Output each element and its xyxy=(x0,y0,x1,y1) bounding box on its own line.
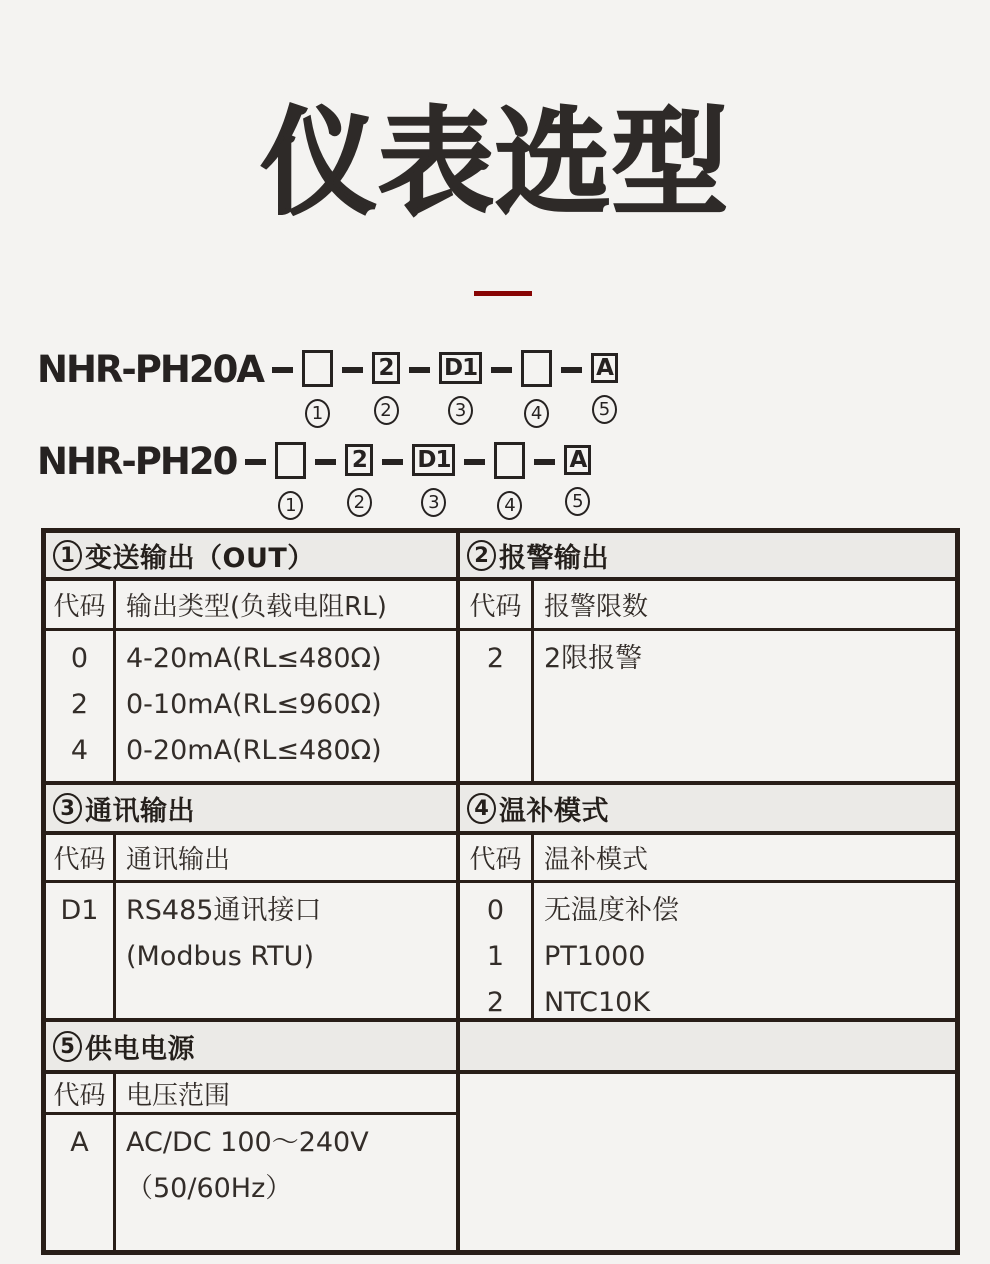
section-number: 3 xyxy=(53,793,82,824)
page-title: 仪表选型 xyxy=(261,96,729,231)
option-value-line2: （50/60Hz） xyxy=(126,1173,293,1204)
section-number: 5 xyxy=(53,1031,82,1062)
code-box xyxy=(275,442,306,479)
dash-connector xyxy=(342,367,363,373)
option-value: 无温度补偿 xyxy=(544,895,679,926)
section-number: 1 xyxy=(53,540,82,571)
section-header-2 xyxy=(460,533,955,581)
section-title: 供电电源 xyxy=(85,1033,195,1065)
section-2-body xyxy=(460,631,955,781)
option-value: 0-20mA(RL≤480Ω) xyxy=(126,735,382,766)
code-column xyxy=(460,631,534,781)
code-position-2 xyxy=(345,442,373,517)
section-header-4 xyxy=(460,781,955,835)
code-column-header: 代码 xyxy=(46,835,116,880)
code-box: A xyxy=(564,445,591,475)
position-circle: 4 xyxy=(497,491,522,520)
option-value-line2: (Modbus RTU) xyxy=(126,941,314,972)
dash-connector xyxy=(315,459,336,465)
section-title: 通讯输出 xyxy=(85,795,195,827)
empty-cell xyxy=(460,1074,955,1250)
value-column-header: 温补模式 xyxy=(544,845,649,875)
code-column-header: 代码 xyxy=(460,835,534,880)
code-value: 0 xyxy=(486,895,505,926)
dash-connector xyxy=(464,459,485,465)
code-column xyxy=(46,1115,116,1250)
option-value: NTC10K xyxy=(544,987,651,1018)
code-position-5 xyxy=(564,442,591,516)
section-number: 2 xyxy=(467,540,496,571)
column-header-row xyxy=(46,581,456,631)
code-box xyxy=(494,442,525,479)
model-code-diagram-nhr-ph20a xyxy=(37,350,618,428)
position-circle: 2 xyxy=(347,488,372,517)
code-position-4 xyxy=(521,350,552,428)
code-position-3 xyxy=(412,442,455,517)
option-value: 2限报警 xyxy=(544,643,643,674)
accent-divider xyxy=(474,291,532,296)
code-value: 0 xyxy=(70,643,89,674)
empty-section-header xyxy=(460,1018,955,1074)
dash-connector xyxy=(382,459,403,465)
section-4-body xyxy=(460,883,955,1018)
code-position-1 xyxy=(275,442,306,520)
table-right-half xyxy=(460,533,955,1250)
code-box: A xyxy=(591,353,618,383)
section-number: 4 xyxy=(467,793,496,824)
column-header-row xyxy=(460,835,955,883)
position-circle: 5 xyxy=(592,395,617,424)
code-column xyxy=(46,883,116,1018)
dash-connector xyxy=(409,367,430,373)
code-column-header: 代码 xyxy=(46,581,116,628)
position-circle: 4 xyxy=(524,399,549,428)
dash-connector xyxy=(534,459,555,465)
dash-connector xyxy=(245,459,266,465)
code-position-4 xyxy=(494,442,525,520)
section-title: 报警输出 xyxy=(499,542,609,574)
section-5-body xyxy=(46,1115,456,1250)
code-value: 2 xyxy=(486,643,505,674)
column-header-row xyxy=(46,835,456,883)
table-left-half xyxy=(46,533,456,1250)
code-position-5 xyxy=(591,350,618,424)
code-box: D1 xyxy=(439,352,482,384)
code-column-header: 代码 xyxy=(460,581,534,628)
code-position-2 xyxy=(372,350,400,425)
code-value: 2 xyxy=(486,987,505,1018)
dash-connector xyxy=(272,367,293,373)
option-value: 0-10mA(RL≤960Ω) xyxy=(126,689,382,720)
section-3-body xyxy=(46,883,456,1018)
model-name: NHR-PH20A xyxy=(37,348,263,391)
position-circle: 5 xyxy=(565,487,590,516)
value-column xyxy=(116,631,456,781)
code-column-header: 代码 xyxy=(46,1074,116,1112)
position-circle: 3 xyxy=(421,488,446,517)
dash-connector xyxy=(491,367,512,373)
position-circle: 3 xyxy=(448,396,473,425)
model-code-diagram-nhr-ph20 xyxy=(37,442,591,520)
code-value: D1 xyxy=(60,895,99,926)
value-column-header: 输出类型(负载电阻RL) xyxy=(126,592,387,622)
code-column xyxy=(460,883,534,1018)
section-header-5 xyxy=(46,1018,456,1074)
code-column xyxy=(46,631,116,781)
selection-table xyxy=(41,528,960,1255)
value-column xyxy=(116,1115,456,1250)
option-value: AC/DC 100～240V xyxy=(126,1127,369,1158)
code-position-3 xyxy=(439,350,482,425)
model-name: NHR-PH20 xyxy=(37,440,237,483)
position-circle: 1 xyxy=(305,399,330,428)
code-box xyxy=(302,350,333,387)
dash-connector xyxy=(561,367,582,373)
option-value: 4-20mA(RL≤480Ω) xyxy=(126,643,382,674)
code-box: D1 xyxy=(412,444,455,476)
value-column xyxy=(116,883,456,1018)
value-column xyxy=(534,883,955,1018)
value-column-header: 通讯输出 xyxy=(126,845,231,875)
code-box: 2 xyxy=(372,352,400,384)
section-header-1 xyxy=(46,533,456,581)
code-value: 2 xyxy=(70,689,89,720)
position-circle: 2 xyxy=(374,396,399,425)
column-header-row xyxy=(46,1074,456,1115)
section-1-body xyxy=(46,631,456,781)
value-column xyxy=(534,631,955,781)
section-title: 变送输出（OUT） xyxy=(85,542,315,574)
position-circle: 1 xyxy=(278,491,303,520)
code-box: 2 xyxy=(345,444,373,476)
code-value: A xyxy=(70,1127,89,1158)
option-value: RS485通讯接口 xyxy=(126,895,322,926)
option-value: PT1000 xyxy=(544,941,646,972)
value-column-header: 电压范围 xyxy=(126,1080,231,1111)
code-value: 1 xyxy=(486,941,505,972)
column-header-row xyxy=(460,581,955,631)
code-box xyxy=(521,350,552,387)
section-header-3 xyxy=(46,781,456,835)
section-title: 温补模式 xyxy=(499,795,609,827)
value-column-header: 报警限数 xyxy=(544,592,649,622)
code-position-1 xyxy=(302,350,333,428)
code-value: 4 xyxy=(70,735,89,766)
